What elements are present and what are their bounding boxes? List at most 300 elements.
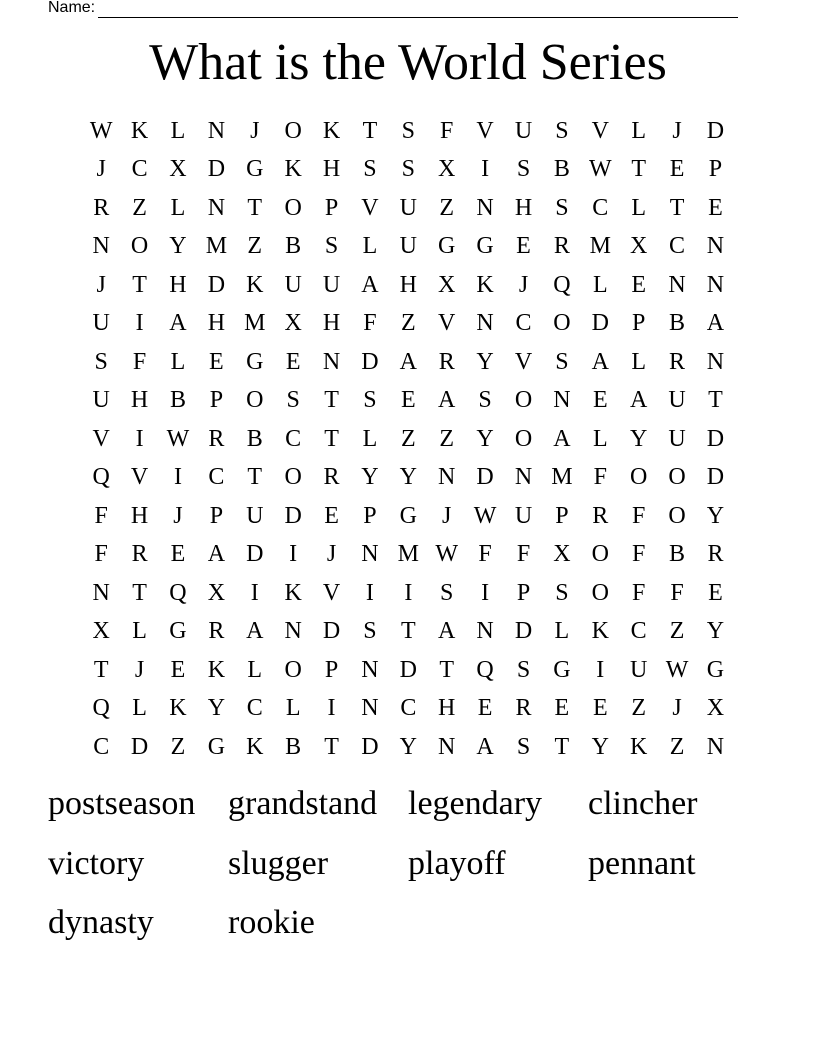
grid-letter: I xyxy=(404,579,413,606)
grid-letter: U xyxy=(246,502,264,529)
grid-letter: X xyxy=(553,541,571,568)
grid-letter: P xyxy=(209,502,224,529)
grid-letter: E xyxy=(170,541,186,568)
grid-letter: P xyxy=(631,310,646,337)
grid-letter: I xyxy=(135,425,144,452)
word-list-item: dynasty xyxy=(48,904,154,941)
grid-letter: V xyxy=(591,117,609,144)
grid-letter: P xyxy=(555,502,569,529)
grid-letter: F xyxy=(670,579,684,606)
grid-letter: A xyxy=(591,348,609,375)
grid-letter: U xyxy=(668,387,686,414)
grid-letter: T xyxy=(400,618,416,645)
grid-letter: V xyxy=(476,117,494,144)
grid-letter: D xyxy=(361,348,379,375)
grid-letter: L xyxy=(170,194,186,221)
grid-letter: I xyxy=(481,579,490,606)
grid-letter: J xyxy=(96,156,106,183)
grid-letter: D xyxy=(399,656,417,683)
grid-letter: C xyxy=(515,310,532,337)
grid-letter: Y xyxy=(361,464,379,491)
grid-letter: K xyxy=(591,618,609,645)
grid-letter: G xyxy=(476,233,494,260)
grid-letter: K xyxy=(476,271,494,298)
grid-letter: S xyxy=(478,387,492,414)
grid-letter: A xyxy=(169,310,187,337)
grid-letter: T xyxy=(132,579,147,606)
grid-letter: X xyxy=(284,310,302,337)
grid-letter: R xyxy=(323,464,340,491)
grid-letter: W xyxy=(89,117,113,144)
grid-letter: H xyxy=(399,271,417,298)
grid-letter: J xyxy=(326,541,337,568)
grid-letter: S xyxy=(363,387,377,414)
grid-letter: E xyxy=(708,194,723,221)
grid-letter: O xyxy=(514,425,533,452)
grid-letter: D xyxy=(706,464,725,491)
grid-letter: T xyxy=(132,271,147,298)
grid-letter: S xyxy=(555,194,569,221)
grid-letter: N xyxy=(361,656,379,683)
grid-letter: C xyxy=(208,464,225,491)
grid-letter: E xyxy=(708,579,723,606)
grid-letter: B xyxy=(169,387,186,414)
grid-letter: Z xyxy=(247,233,263,260)
grid-letter: K xyxy=(246,733,264,760)
grid-letter: R xyxy=(707,541,724,568)
grid-letter: H xyxy=(438,695,456,722)
grid-letter: Z xyxy=(400,310,416,337)
grid-letter: D xyxy=(130,733,149,760)
grid-letter: N xyxy=(706,271,725,298)
grid-letter: L xyxy=(285,695,301,722)
grid-letter: G xyxy=(399,502,417,529)
grid-letter: I xyxy=(596,656,605,683)
grid-letter: E xyxy=(170,656,186,683)
grid-letter: S xyxy=(363,156,377,183)
grid-letter: N xyxy=(668,271,686,298)
grid-letter: T xyxy=(362,117,378,144)
grid-letter: S xyxy=(401,117,415,144)
grid-letter: L xyxy=(132,695,147,722)
grid-letter: F xyxy=(478,541,492,568)
grid-letter: F xyxy=(132,348,147,375)
grid-letter: N xyxy=(514,464,533,491)
grid-letter: N xyxy=(92,233,110,260)
grid-letter: P xyxy=(324,656,339,683)
name-label: Name: xyxy=(48,0,96,16)
grid-letter: A xyxy=(361,271,379,298)
grid-letter: F xyxy=(516,541,531,568)
grid-letter: Z xyxy=(669,618,685,645)
grid-letter: W xyxy=(473,502,497,529)
grid-letter: B xyxy=(553,156,570,183)
grid-letter: U xyxy=(514,502,533,529)
grid-letter: Y xyxy=(476,425,494,452)
grid-letter: Y xyxy=(207,695,226,722)
grid-letter: U xyxy=(284,271,302,298)
grid-letter: N xyxy=(476,194,494,221)
grid-letter: K xyxy=(322,117,341,144)
grid-letter: K xyxy=(629,733,648,760)
grid-letter: L xyxy=(631,348,646,375)
grid-letter: A xyxy=(476,733,494,760)
grid-letter: D xyxy=(322,618,341,645)
grid-letter: Z xyxy=(669,733,685,760)
grid-letter: F xyxy=(363,310,377,337)
grid-letter: J xyxy=(250,117,260,144)
grid-letter: S xyxy=(516,156,531,183)
grid-letter: W xyxy=(588,156,612,183)
grid-letter: J xyxy=(518,271,529,298)
grid-letter: F xyxy=(631,541,646,568)
grid-letter: O xyxy=(284,194,302,221)
grid-letter: R xyxy=(93,194,110,221)
grid-letter: R xyxy=(669,348,686,375)
grid-letter: G xyxy=(438,233,456,260)
grid-letter: R xyxy=(208,618,225,645)
grid-letter: A xyxy=(399,348,417,375)
grid-letter: D xyxy=(514,618,533,645)
grid-letter: N xyxy=(438,733,456,760)
grid-letter: V xyxy=(322,579,341,606)
grid-letter: R xyxy=(208,425,225,452)
word-list-item: clincher xyxy=(588,785,698,822)
grid-letter: E xyxy=(631,271,646,298)
grid-letter: S xyxy=(555,117,569,144)
grid-letter: N xyxy=(438,464,456,491)
grid-letter: T xyxy=(324,425,339,452)
grid-letter: K xyxy=(284,579,302,606)
grid-letter: D xyxy=(476,464,494,491)
grid-letter: N xyxy=(361,695,379,722)
grid-letter: N xyxy=(476,618,494,645)
grid-letter: C xyxy=(592,194,609,221)
grid-letter: S xyxy=(555,579,569,606)
grid-letter: F xyxy=(593,464,607,491)
grid-letter: P xyxy=(363,502,377,529)
word-list xyxy=(48,776,768,955)
grid-letter: S xyxy=(555,348,569,375)
grid-letter: A xyxy=(438,387,456,414)
name-field xyxy=(48,0,738,18)
grid-letter: Y xyxy=(706,502,725,529)
grid-letter: A xyxy=(438,618,456,645)
grid-letter: M xyxy=(589,233,611,260)
grid-letter: J xyxy=(96,271,106,298)
grid-letter: K xyxy=(130,117,149,144)
grid-letter: U xyxy=(629,656,648,683)
grid-letter: L xyxy=(592,271,608,298)
grid-letter: N xyxy=(553,387,571,414)
grid-letter: K xyxy=(246,271,264,298)
grid-letter: O xyxy=(668,464,686,491)
grid-letter: K xyxy=(207,656,226,683)
page-title: What is the World Series xyxy=(149,34,667,91)
grid-letter: G xyxy=(553,656,571,683)
grid-letter: X xyxy=(706,695,725,722)
grid-letter: D xyxy=(706,425,725,452)
grid-letter: Q xyxy=(92,464,110,491)
grid-letter: M xyxy=(397,541,419,568)
grid-letter: H xyxy=(514,194,533,221)
grid-letter: E xyxy=(554,695,570,722)
grid-letter: Y xyxy=(591,733,609,760)
grid-letter: E xyxy=(592,387,608,414)
grid-letter: O xyxy=(130,233,149,260)
grid-letter: C xyxy=(400,695,417,722)
grid-letter: I xyxy=(481,156,490,183)
grid-letter: E xyxy=(477,695,493,722)
grid-letter: T xyxy=(708,387,723,414)
grid-letter: I xyxy=(289,541,298,568)
word-list-item: victory xyxy=(48,844,145,882)
grid-letter: U xyxy=(92,310,110,337)
word-list-item: legendary xyxy=(408,785,543,822)
grid-letter: A xyxy=(706,310,725,337)
grid-letter: U xyxy=(399,233,417,260)
grid-letter: I xyxy=(173,464,182,491)
grid-letter: L xyxy=(592,425,608,452)
grid-letter: O xyxy=(629,464,648,491)
grid-letter: T xyxy=(93,656,109,683)
grid-letter: U xyxy=(322,271,341,298)
grid-letter: T xyxy=(324,733,339,760)
grid-letter: K xyxy=(169,695,187,722)
grid-letter: Q xyxy=(169,579,187,606)
grid-letter: J xyxy=(173,502,183,529)
word-list-item: grandstand xyxy=(228,785,378,822)
grid-letter: Z xyxy=(439,425,455,452)
word-list-item: rookie xyxy=(228,904,315,941)
grid-letter: H xyxy=(322,156,341,183)
grid-letter: Q xyxy=(553,271,571,298)
grid-letter: O xyxy=(591,541,609,568)
grid-letter: T xyxy=(669,194,685,221)
grid-letter: U xyxy=(92,387,110,414)
grid-letter: F xyxy=(94,541,108,568)
grid-letter: A xyxy=(629,387,648,414)
grid-letter: H xyxy=(322,310,341,337)
grid-letter: A xyxy=(553,425,571,452)
grid-letter: N xyxy=(92,579,110,606)
grid-letter: J xyxy=(134,656,145,683)
grid-letter: B xyxy=(669,310,686,337)
grid-letter: I xyxy=(135,310,144,337)
grid-letter: V xyxy=(514,348,533,375)
grid-letter: A xyxy=(207,541,226,568)
grid-letter: D xyxy=(361,733,379,760)
grid-letter: S xyxy=(516,733,531,760)
grid-letter: Y xyxy=(399,733,417,760)
grid-letter: L xyxy=(631,194,646,221)
grid-letter: T xyxy=(247,464,263,491)
grid-letter: Z xyxy=(439,194,455,221)
grid-letter: I xyxy=(250,579,259,606)
grid-letter: U xyxy=(514,117,533,144)
grid-letter: T xyxy=(247,194,263,221)
grid-letter: E xyxy=(592,695,608,722)
grid-letter: C xyxy=(669,233,686,260)
grid-letter: X xyxy=(438,156,456,183)
grid-letter: T xyxy=(324,387,339,414)
grid-letter: U xyxy=(668,425,686,452)
grid-letter: V xyxy=(130,464,149,491)
grid-letter: M xyxy=(551,464,573,491)
word-list-item: playoff xyxy=(408,844,506,882)
grid-letter: W xyxy=(665,656,689,683)
grid-letter: C xyxy=(630,618,647,645)
grid-letter: I xyxy=(365,579,374,606)
grid-letter: Y xyxy=(706,618,725,645)
grid-letter: X xyxy=(169,156,187,183)
grid-letter: J xyxy=(672,695,682,722)
grid-letter: C xyxy=(131,156,148,183)
grid-letter: P xyxy=(708,156,723,183)
grid-letter: B xyxy=(246,425,263,452)
grid-letter: F xyxy=(631,502,646,529)
grid-letter: M xyxy=(205,233,228,260)
word-list-item: pennant xyxy=(588,844,696,882)
grid-letter: W xyxy=(166,425,190,452)
grid-letter: H xyxy=(169,271,187,298)
grid-letter: E xyxy=(209,348,224,375)
grid-letter: C xyxy=(285,425,302,452)
grid-letter: X xyxy=(438,271,456,298)
grid-letter: L xyxy=(170,117,186,144)
grid-letter: J xyxy=(442,502,452,529)
grid-letter: H xyxy=(130,387,149,414)
grid-letter: D xyxy=(284,502,302,529)
grid-letter: X xyxy=(92,618,110,645)
grid-letter: W xyxy=(435,541,459,568)
grid-letter: H xyxy=(207,310,226,337)
grid-letter: R xyxy=(592,502,609,529)
grid-letter: N xyxy=(207,194,226,221)
grid-letter: G xyxy=(169,618,187,645)
grid-letter: Z xyxy=(631,695,646,722)
grid-letter: N xyxy=(476,310,494,337)
grid-letter: N xyxy=(706,233,725,260)
grid-letter: S xyxy=(440,579,454,606)
grid-letter: R xyxy=(515,695,532,722)
grid-letter: Y xyxy=(629,425,648,452)
grid-letter: B xyxy=(285,733,302,760)
grid-letter: N xyxy=(706,348,725,375)
grid-letter: L xyxy=(247,656,263,683)
grid-letter: O xyxy=(284,656,302,683)
grid-letter: T xyxy=(554,733,570,760)
grid-letter: R xyxy=(131,541,148,568)
grid-letter: L xyxy=(170,348,186,375)
grid-letter: J xyxy=(672,117,682,144)
grid-letter: H xyxy=(130,502,149,529)
grid-letter: O xyxy=(284,464,302,491)
grid-letter: O xyxy=(668,502,686,529)
grid-letter: Q xyxy=(92,695,110,722)
grid-letter: R xyxy=(438,348,455,375)
grid-letter: G xyxy=(246,348,264,375)
grid-letter: Y xyxy=(476,348,494,375)
word-list-item: postseason xyxy=(48,785,196,822)
grid-letter: O xyxy=(246,387,264,414)
grid-letter: B xyxy=(669,541,686,568)
grid-letter: F xyxy=(94,502,108,529)
grid-letter: L xyxy=(554,618,570,645)
grid-letter: S xyxy=(516,656,531,683)
grid-letter: L xyxy=(132,618,147,645)
grid-letter: K xyxy=(284,156,302,183)
grid-letter: I xyxy=(327,695,336,722)
grid-letter: O xyxy=(553,310,571,337)
word-list-item: slugger xyxy=(228,844,329,882)
grid-letter: Y xyxy=(399,464,417,491)
grid-letter: F xyxy=(631,579,646,606)
grid-letter: R xyxy=(553,233,570,260)
grid-letter: Q xyxy=(476,656,494,683)
grid-letter: U xyxy=(399,194,417,221)
grid-letter: V xyxy=(438,310,456,337)
grid-letter: D xyxy=(591,310,609,337)
grid-letter: E xyxy=(669,156,685,183)
grid-letter: F xyxy=(440,117,454,144)
grid-letter: S xyxy=(363,618,377,645)
grid-letter: Z xyxy=(170,733,186,760)
grid-letter: P xyxy=(324,194,339,221)
grid-letter: N xyxy=(361,541,379,568)
grid-letter: O xyxy=(591,579,609,606)
grid-letter: T xyxy=(439,656,455,683)
grid-letter: T xyxy=(631,156,646,183)
grid-letter: L xyxy=(362,233,378,260)
name-line xyxy=(98,2,738,18)
grid-letter: P xyxy=(209,387,224,414)
grid-letter: N xyxy=(284,618,302,645)
grid-letter: E xyxy=(400,387,416,414)
grid-letter: D xyxy=(706,117,725,144)
grid-letter: N xyxy=(207,117,226,144)
grid-letter: X xyxy=(629,233,648,260)
grid-letter: L xyxy=(362,425,378,452)
grid-letter: Z xyxy=(400,425,416,452)
grid-letter: B xyxy=(285,233,302,260)
grid-letter: G xyxy=(246,156,264,183)
grid-letter: M xyxy=(244,310,266,337)
letter-grid xyxy=(82,112,735,767)
grid-letter: S xyxy=(401,156,415,183)
grid-letter: E xyxy=(516,233,531,260)
grid-letter: D xyxy=(207,156,226,183)
grid-letter: O xyxy=(514,387,533,414)
grid-letter: G xyxy=(207,733,226,760)
grid-letter: E xyxy=(285,348,301,375)
grid-letter: X xyxy=(207,579,226,606)
grid-letter: Y xyxy=(169,233,187,260)
grid-letter: E xyxy=(324,502,339,529)
grid-letter: N xyxy=(322,348,341,375)
grid-letter: V xyxy=(361,194,379,221)
grid-letter: Z xyxy=(132,194,147,221)
grid-letter: P xyxy=(516,579,531,606)
grid-letter: C xyxy=(93,733,110,760)
grid-letter: D xyxy=(246,541,264,568)
grid-letter: A xyxy=(246,618,264,645)
grid-letter: O xyxy=(284,117,302,144)
grid-letter: D xyxy=(207,271,226,298)
grid-letter: C xyxy=(246,695,263,722)
grid-letter: G xyxy=(706,656,725,683)
grid-letter: L xyxy=(631,117,646,144)
